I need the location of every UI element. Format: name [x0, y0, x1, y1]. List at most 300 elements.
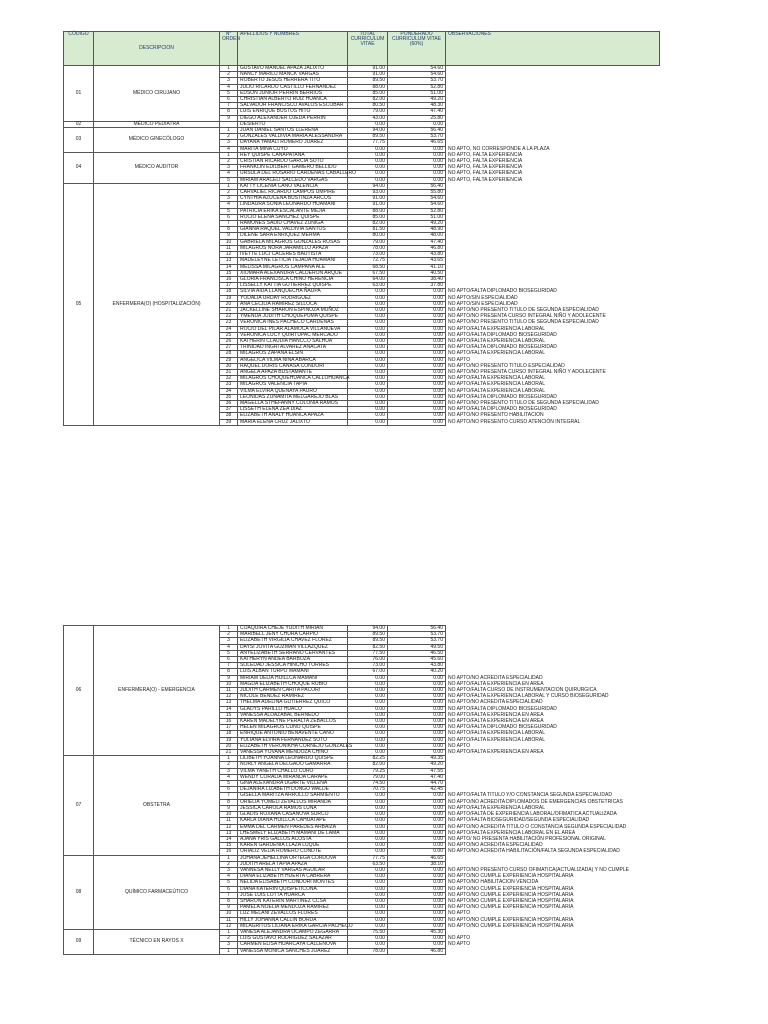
- row-order: 5: [220, 880, 238, 886]
- row-order: 1: [220, 626, 238, 632]
- row-name: LUIS ENRIQUE BUSTOS HITO: [238, 109, 348, 115]
- row-order: 15: [220, 712, 238, 718]
- row-weighted: 51.00: [388, 214, 446, 220]
- row-weighted: 0.00: [388, 805, 446, 811]
- row-weighted: 55.80: [388, 190, 446, 196]
- row-name: KAREN GARDENIA LLAZA LUQUE: [238, 843, 348, 849]
- row-observation: NO APTO/FALTA TITULO Y/O CONSTANCIA SEGUNDA ESPECIALIDAD: [446, 793, 660, 799]
- row-weighted: 45.60: [388, 657, 446, 663]
- row-total: 0.00: [348, 886, 388, 892]
- group-code: 02: [64, 121, 94, 127]
- row-order: 17: [220, 283, 238, 289]
- row-name: HELEN MILAGROS CUNO QUISPE: [238, 725, 348, 731]
- row-observation: NO APTO/FALTA EXPERIENCIA EN AREA: [446, 719, 660, 725]
- row-weighted: 0.00: [388, 681, 446, 687]
- row-total: 0.00: [348, 923, 388, 929]
- row-weighted: 0.00: [388, 923, 446, 929]
- row-name: MILAGRITOS LILIANA ERIKA GARCIA PACHECO: [238, 923, 348, 929]
- row-name: THELMA ADELINA GUTIERREZ QUICO: [238, 700, 348, 706]
- row-order: 12: [220, 694, 238, 700]
- row-order: 15: [220, 843, 238, 849]
- row-order: 4: [220, 644, 238, 650]
- table-header-row: [64, 32, 660, 66]
- group-code: 01: [64, 66, 94, 122]
- row-name: DIANA KATERIN QUISPETICONA: [238, 886, 348, 892]
- row-name: GONZALES VALDIVIA MARIA ALESSANDRA: [238, 134, 348, 140]
- row-name: HILLY JOHANNA CALLIN BORDA: [238, 917, 348, 923]
- row-observation: NO APTO, FALTA EXPERIENCIA: [446, 159, 660, 165]
- row-weighted: 0.00: [388, 289, 446, 295]
- row-total: 0.00: [348, 146, 388, 152]
- row-weighted: 43.65: [388, 258, 446, 264]
- row-total: 80.00: [348, 233, 388, 239]
- row-name: ENRIQUE ANTONIO BENAVENTE CANO: [238, 731, 348, 737]
- row-total: 0.00: [348, 351, 388, 357]
- row-order: 3: [220, 78, 238, 84]
- row-order: 5: [220, 208, 238, 214]
- row-total: 0.00: [348, 694, 388, 700]
- row-order: 11: [220, 818, 238, 824]
- row-weighted: 48.30: [388, 103, 446, 109]
- row-total: 79.00: [348, 109, 388, 115]
- row-total: 0.00: [348, 369, 388, 375]
- row-name: LUIS GUSTAVO RODRIGUEZ SALAZAR: [238, 936, 348, 942]
- row-name: YULIANA ELVIRA FERNANDEZ SOTO: [238, 737, 348, 743]
- row-total: 73.00: [348, 663, 388, 669]
- row-order: 7: [220, 103, 238, 109]
- row-total: 82.00: [348, 97, 388, 103]
- header-ponderado: PONDERADO CURRICULUM VITAE (60%): [388, 32, 446, 66]
- row-observation: NO APTO, FALTA EXPERIENCIA: [446, 152, 660, 158]
- row-weighted: 37.80: [388, 283, 446, 289]
- row-name: VILMA ELVIRA QUENAYA PAURO: [238, 388, 348, 394]
- row-weighted: 0.00: [388, 357, 446, 363]
- row-total: 63.00: [348, 283, 388, 289]
- row-order: 19: [220, 295, 238, 301]
- row-weighted: 48.90: [388, 227, 446, 233]
- row-total: 88.00: [348, 208, 388, 214]
- row-weighted: 0.00: [388, 700, 446, 706]
- row-order: 26: [220, 338, 238, 344]
- row-name: CYNTHIA AZUCENA BUSTINZA ARCOS: [238, 196, 348, 202]
- row-name: COAQUIRA CHEJE YUDITH MIRIAN: [238, 626, 348, 632]
- row-total: 82.25: [348, 756, 388, 762]
- row-order: 11: [220, 917, 238, 923]
- row-total: 78.00: [348, 948, 388, 954]
- row-name: ANA CECILIA RAMIREZ SILLOCA: [238, 301, 348, 307]
- row-order: 38: [220, 413, 238, 419]
- row-weighted: 0.00: [388, 159, 446, 165]
- row-weighted: 0.00: [388, 295, 446, 301]
- row-order: 7: [220, 663, 238, 669]
- row-total: 0.00: [348, 301, 388, 307]
- row-observation: NO APTO/NO PRESENTO HABILITACION: [446, 413, 660, 419]
- row-name: EMMA DEL CARMEN PAREDES ARBAIZA: [238, 824, 348, 830]
- row-order: 4: [220, 874, 238, 880]
- row-name: VERONICA INES PACHECO CARDENAS: [238, 320, 348, 326]
- row-weighted: 0.00: [388, 867, 446, 873]
- group-description: ENFERMERA(O) - EMERGENCIA: [94, 626, 220, 756]
- group-description: OBSTETRA: [94, 756, 220, 855]
- row-observation: NO APTO/NO ACREDITA TITULO O CONSTANCIA SEGUNDA ESPECIALIDAD: [446, 824, 660, 830]
- row-weighted: 0.00: [388, 363, 446, 369]
- row-name: ROBERTO JESUS HERRERA TITO: [238, 78, 348, 84]
- row-observation: NO APTO/FALTA DIPLOMADO BIOSEGURIDAD: [446, 407, 660, 413]
- row-observation: NO APTO/FALTA EXPERIENCIA LABORAL EN EL AREA: [446, 830, 660, 836]
- row-order: 6: [220, 657, 238, 663]
- row-weighted: 0.00: [388, 314, 446, 320]
- row-order: 13: [220, 830, 238, 836]
- row-total: 0.00: [348, 171, 388, 177]
- row-name: GLADYS PARILLO HUACO: [238, 706, 348, 712]
- row-weighted: 46.50: [388, 650, 446, 656]
- row-total: 0.00: [348, 419, 388, 425]
- row-observation: NO APTO/NO CUMPLE EXPERIENCIA HOSPITALARIA: [446, 917, 660, 923]
- row-name: VANESSA MONICA SANCHES JUAREZ: [238, 948, 348, 954]
- row-name: SALVADOR FRANCISCO AVALOS ESCOBAR: [238, 103, 348, 109]
- row-weighted: 45.30: [388, 929, 446, 935]
- row-order: 9: [220, 233, 238, 239]
- row-name: CHRISTIAN ALBERTO RUIZ HUANCA: [238, 97, 348, 103]
- row-total: 0.00: [348, 905, 388, 911]
- row-total: 94.00: [348, 183, 388, 189]
- row-name: IVETTE LUCI CACERES BAUTISTA: [238, 252, 348, 258]
- row-observation: NO APTO, FALTA EXPERIENCIA: [446, 171, 660, 177]
- row-name: MILAGROS ZAPANA ELSIN: [238, 351, 348, 357]
- row-name: MARIBELL JENY CHURA CARPIO: [238, 632, 348, 638]
- row-order: 31: [220, 369, 238, 375]
- row-name: CARMEN ELISA HUARCAYA CALLENOVA: [238, 942, 348, 948]
- row-order: 9: [220, 805, 238, 811]
- row-name: JOHANA JEHELLINA ORTEGA CORDOVA: [238, 855, 348, 861]
- row-name: GISELLA MARITZA ARROLLO SARMIENTO: [238, 793, 348, 799]
- row-total: 0.00: [348, 376, 388, 382]
- row-weighted: 0.00: [388, 874, 446, 880]
- row-order: 1: [220, 948, 238, 954]
- row-weighted: 56.40: [388, 128, 446, 134]
- row-order: 37: [220, 407, 238, 413]
- row-observation: NO APTO/ NO PRESENTA HABILITACIÓN PROFESIONAL ORIGINAL: [446, 836, 660, 842]
- row-weighted: 0.00: [388, 121, 446, 127]
- row-total: 85.00: [348, 214, 388, 220]
- results-table: [63, 625, 660, 955]
- row-total: 73.00: [348, 252, 388, 258]
- row-observation: NO APTO, FALTA EXPERIENCIA: [446, 177, 660, 183]
- row-name: DIANA ELIZABETH HUERTA CABRERA: [238, 874, 348, 880]
- row-total: 0.00: [348, 874, 388, 880]
- row-weighted: 0.00: [388, 332, 446, 338]
- row-total: 79.00: [348, 774, 388, 780]
- row-total: 0.00: [348, 177, 388, 183]
- row-order: 11: [220, 688, 238, 694]
- row-order: 1: [220, 152, 238, 158]
- row-total: 91.00: [348, 72, 388, 78]
- row-total: 0.00: [348, 731, 388, 737]
- row-observation: NO APTO/FALTA EXPERIENCIA EN AREA: [446, 750, 660, 756]
- row-name: NICOLE BENDEZ RAMIREZ: [238, 694, 348, 700]
- row-total: 0.00: [348, 824, 388, 830]
- row-order: 3: [220, 942, 238, 948]
- row-total: 0.00: [348, 911, 388, 917]
- row-weighted: 0.00: [388, 338, 446, 344]
- row-order: 1: [220, 183, 238, 189]
- row-name: NANCY MARILU MANCK VARGAS: [238, 72, 348, 78]
- row-observation: NO APTO/NO CUMPLE EXPERIENCIA HOSPITALARIA: [446, 892, 660, 898]
- row-weighted: 0.00: [388, 737, 446, 743]
- row-name: RAQUEL DORIS CANASA CONDORI: [238, 363, 348, 369]
- group-description: MÉDICO CIRUJANO: [94, 66, 220, 122]
- row-total: 0.00: [348, 394, 388, 400]
- row-weighted: 54.60: [388, 202, 446, 208]
- row-name: LILIBETH YOANNA LEONARDO QUISPE: [238, 756, 348, 762]
- row-order: 23: [220, 320, 238, 326]
- row-total: 0.00: [348, 152, 388, 158]
- row-total: 85.00: [348, 90, 388, 96]
- row-total: 89.50: [348, 134, 388, 140]
- row-order: 20: [220, 743, 238, 749]
- row-observation: NO APTO/NO PRESENTO TITULO DE SEGUNDA ESPECIALIDAD: [446, 307, 660, 313]
- row-observation: NO APTO/FALTA EXPERIENCIA LABORAL: [446, 351, 660, 357]
- row-name: NORLY ANGELA DELGADO GAMARRA: [238, 762, 348, 768]
- row-order: 24: [220, 326, 238, 332]
- row-order: 21: [220, 750, 238, 756]
- row-name: ANYELIZABETH SERRANO CERVANTES: [238, 650, 348, 656]
- row-total: 0.00: [348, 936, 388, 942]
- row-name: GUSTAVO MANUEL APAZA JALIXTO: [238, 66, 348, 72]
- row-order: 30: [220, 363, 238, 369]
- row-observation: NO APTO/NO CUMPLE EXPERIENCIA HOSPITALARIA: [446, 874, 660, 880]
- row-total: 0.00: [348, 121, 388, 127]
- row-weighted: 46.80: [388, 245, 446, 251]
- row-weighted: 49.20: [388, 762, 446, 768]
- row-name: SILVIA AIDA LLANQUECHA ÑAUPA: [238, 289, 348, 295]
- row-name: FRANKLIN EDILBERT GAMERO BELLIDO: [238, 165, 348, 171]
- row-name: DILENE SARA ENRIQUEZ MERMA: [238, 233, 348, 239]
- row-name: GLORIA FRANCISCA CHINO HERENCIA: [238, 276, 348, 282]
- group-code: 05: [64, 183, 94, 425]
- row-weighted: 0.00: [388, 407, 446, 413]
- row-name: ANGELICA VILMA NINA ABARCA: [238, 357, 348, 363]
- row-name: KARLA DIANA HUILLCA CAHUATAPE: [238, 818, 348, 824]
- row-name: CRISTIAN RICARDO GARCIA SOTO: [238, 159, 348, 165]
- row-order: 4: [220, 202, 238, 208]
- row-order: 16: [220, 276, 238, 282]
- row-order: 1: [220, 855, 238, 861]
- row-order: 1: [220, 128, 238, 134]
- row-total: 0.00: [348, 326, 388, 332]
- row-order: 14: [220, 836, 238, 842]
- row-total: 89.50: [348, 638, 388, 644]
- row-name: MILAGROS NORA JARAMILLO APAZA: [238, 245, 348, 251]
- row-name: KAREN MADELYNE PERALTA ZEBALLOS: [238, 719, 348, 725]
- row-total: 0.00: [348, 843, 388, 849]
- row-total: 0.00: [348, 338, 388, 344]
- row-order: 14: [220, 264, 238, 270]
- row-total: 0.00: [348, 836, 388, 842]
- row-weighted: 46.80: [388, 948, 446, 954]
- row-order: 1: [220, 756, 238, 762]
- row-weighted: 49.50: [388, 644, 446, 650]
- row-weighted: 0.00: [388, 376, 446, 382]
- row-name: JUDITH ARELA TAPIA APAZA: [238, 861, 348, 867]
- row-observation: NO APTO, NO CORRESPONDE A LA PLAZA: [446, 146, 660, 152]
- row-total: 63.50: [348, 861, 388, 867]
- row-total: 0.00: [348, 314, 388, 320]
- row-name: EDSON JUNIOR PERRIN BERRIOS: [238, 90, 348, 96]
- row-weighted: 0.00: [388, 165, 446, 171]
- row-total: 0.00: [348, 818, 388, 824]
- row-name: GIANNA RAQUEL VALDIVIA SANTOS: [238, 227, 348, 233]
- row-observation: NO APTO/NO PRESENTO TITULO ESPECIALIDAD: [446, 363, 660, 369]
- row-name: DEJANIRA LIZABETH DONGO WALDE: [238, 787, 348, 793]
- row-total: 89.50: [348, 632, 388, 638]
- row-observation: NO APTO, FALTA EXPERIENCIA: [446, 165, 660, 171]
- row-total: 0.00: [348, 917, 388, 923]
- row-total: 79.25: [348, 768, 388, 774]
- row-weighted: 54.60: [388, 72, 446, 78]
- row-order: 8: [220, 227, 238, 233]
- row-order: 1: [220, 66, 238, 72]
- row-order: 3: [220, 768, 238, 774]
- group-code: 09: [64, 929, 94, 954]
- row-weighted: 47.40: [388, 109, 446, 115]
- row-weighted: 0.00: [388, 369, 446, 375]
- row-order: 12: [220, 923, 238, 929]
- row-observation: NO APTO/FALTA CURSO DE INSTRUMENTACION QUIRURGICA: [446, 688, 660, 694]
- row-total: 0.00: [348, 706, 388, 712]
- row-weighted: 0.00: [388, 171, 446, 177]
- row-total: 0.00: [348, 307, 388, 313]
- row-weighted: 0.00: [388, 849, 446, 855]
- row-total: 0.00: [348, 892, 388, 898]
- row-name: DAYANA YAMALI ROMERO JUAREZ: [238, 140, 348, 146]
- row-observation: NO APTO/FALTA DIPLOMADO BIOSEGURIDAD: [446, 289, 660, 295]
- header-descripcion: DESCRIPCION: [94, 32, 220, 66]
- row-observation: NO APTO/FALTA DIPLOMADO BIOSEGURIDAD: [446, 706, 660, 712]
- row-observation: NO APTO/NO ACREDITA ESPECIALIDAD: [446, 843, 660, 849]
- row-observation: NO APTO/NO PRESENTO TITULO DE SEGUNDA ESPECIALIDAD: [446, 400, 660, 406]
- row-observation: NO APTO: [446, 911, 660, 917]
- row-order: 8: [220, 799, 238, 805]
- row-total: 0.00: [348, 363, 388, 369]
- row-observation: NO APTO/FALTA EXPERIENCIA LABORAL: [446, 338, 660, 344]
- row-weighted: 48.00: [388, 233, 446, 239]
- results-table-page-1: [63, 31, 659, 426]
- row-weighted: 49.20: [388, 97, 446, 103]
- row-order: 35: [220, 394, 238, 400]
- row-total: 82.50: [348, 644, 388, 650]
- row-total: 0.00: [348, 737, 388, 743]
- row-order: 11: [220, 245, 238, 251]
- row-total: 68.50: [348, 264, 388, 270]
- row-order: 5: [220, 90, 238, 96]
- row-order: 8: [220, 109, 238, 115]
- row-order: 39: [220, 419, 238, 425]
- row-order: 2: [220, 936, 238, 942]
- row-name: CARVALIEL RICARDO CAMPOS UMPIRE: [238, 190, 348, 196]
- row-order: 27: [220, 345, 238, 351]
- row-weighted: 0.00: [388, 301, 446, 307]
- row-order: 29: [220, 357, 238, 363]
- row-total: 75.50: [348, 929, 388, 935]
- row-total: 0.00: [348, 407, 388, 413]
- row-order: 17: [220, 725, 238, 731]
- row-order: 10: [220, 812, 238, 818]
- row-weighted: 41.10: [388, 264, 446, 270]
- row-weighted: 0.00: [388, 905, 446, 911]
- row-weighted: 0.00: [388, 712, 446, 718]
- row-observation: NO APTO/NO PRESENTO CURSO ATENCIÓN INTEGRAL: [446, 419, 660, 425]
- row-name: YODALIA URDAY RODRIGUEZ: [238, 295, 348, 301]
- row-weighted: 0.00: [388, 694, 446, 700]
- row-total: 64.00: [348, 276, 388, 282]
- row-weighted: 0.00: [388, 177, 446, 183]
- row-weighted: 54.60: [388, 66, 446, 72]
- row-order: 25: [220, 332, 238, 338]
- row-observation: NO APTO/FALTA EXPERIENCIA LABORAL: [446, 388, 660, 394]
- row-observation: NO APTO/NO ACREDITA ESPECIALIDAD: [446, 675, 660, 681]
- row-observation: NO APTO/NO CUMPLE EXPERIENCIA HOSPITALARIA: [446, 886, 660, 892]
- row-total: 0.00: [348, 675, 388, 681]
- row-total: 0.00: [348, 165, 388, 171]
- row-order: 3: [220, 196, 238, 202]
- header-nombres: APELLIDOS Y NOMBRES: [238, 32, 348, 66]
- row-observation: NO APTO/NO CUMPLE EXPERIENCIA HOSPITALARIA: [446, 905, 660, 911]
- row-order: 10: [220, 911, 238, 917]
- row-name: JACKELLINE SHARON ESPINOZA MUÑOZ: [238, 307, 348, 313]
- row-total: 76.00: [348, 657, 388, 663]
- row-name: PAMELA NOELIA MENDOZA RAMIREZ: [238, 905, 348, 911]
- row-name: MIRIAM DELIA HUILLCA MAMANI: [238, 675, 348, 681]
- row-weighted: 38.10: [388, 861, 446, 867]
- row-observation: NO APTO/FALTA BIOSEGURIDAD/SEGUNDA ESPECIALIDAD: [446, 818, 660, 824]
- row-order: 1: [220, 929, 238, 935]
- row-weighted: 0.00: [388, 830, 446, 836]
- row-weighted: 0.00: [388, 824, 446, 830]
- row-total: 0.00: [348, 688, 388, 694]
- row-name: MAGDA ELIZABETH CHOQUE RUBIO: [238, 681, 348, 687]
- row-total: 0.00: [348, 382, 388, 388]
- row-total: 70.75: [348, 787, 388, 793]
- row-name: MARIA ELENA CRUZ JALIXTO: [238, 419, 348, 425]
- row-name: VILMA YANETH CHALLO CURO: [238, 768, 348, 774]
- row-name: XIOMARA ALEXANDRA CALDERON ARQUE: [238, 270, 348, 276]
- row-weighted: 0.00: [388, 880, 446, 886]
- row-order: 9: [220, 905, 238, 911]
- row-weighted: 46.65: [388, 140, 446, 146]
- row-name: GLADIS ROXANA CASANOVA SURCO: [238, 812, 348, 818]
- row-observation: NO APTO/NO PRESENTO TITULO DE SEGUNDA ESPECIALIDAD: [446, 320, 660, 326]
- row-weighted: 0.00: [388, 382, 446, 388]
- group-description: MÉDICO AUDITOR: [94, 152, 220, 183]
- row-order: 15: [220, 270, 238, 276]
- row-order: 19: [220, 737, 238, 743]
- row-weighted: 40.20: [388, 669, 446, 675]
- row-total: 0.00: [348, 712, 388, 718]
- row-total: 67.00: [348, 669, 388, 675]
- row-name: YMENDA JUDITH CHOQUEPUMA QUISPE: [238, 314, 348, 320]
- row-order: 16: [220, 849, 238, 855]
- row-total: 82.00: [348, 221, 388, 227]
- row-observation: NO APTO: [446, 743, 660, 749]
- row-order: 36: [220, 400, 238, 406]
- row-weighted: 0.00: [388, 911, 446, 917]
- row-weighted: 0.00: [388, 725, 446, 731]
- row-name: MIRIAM ARACELI SALCEDO VARGAS: [238, 177, 348, 183]
- row-name: AJANA YRIS GALLOS ACOSTA: [238, 836, 348, 842]
- row-weighted: 0.00: [388, 719, 446, 725]
- row-order: 34: [220, 388, 238, 394]
